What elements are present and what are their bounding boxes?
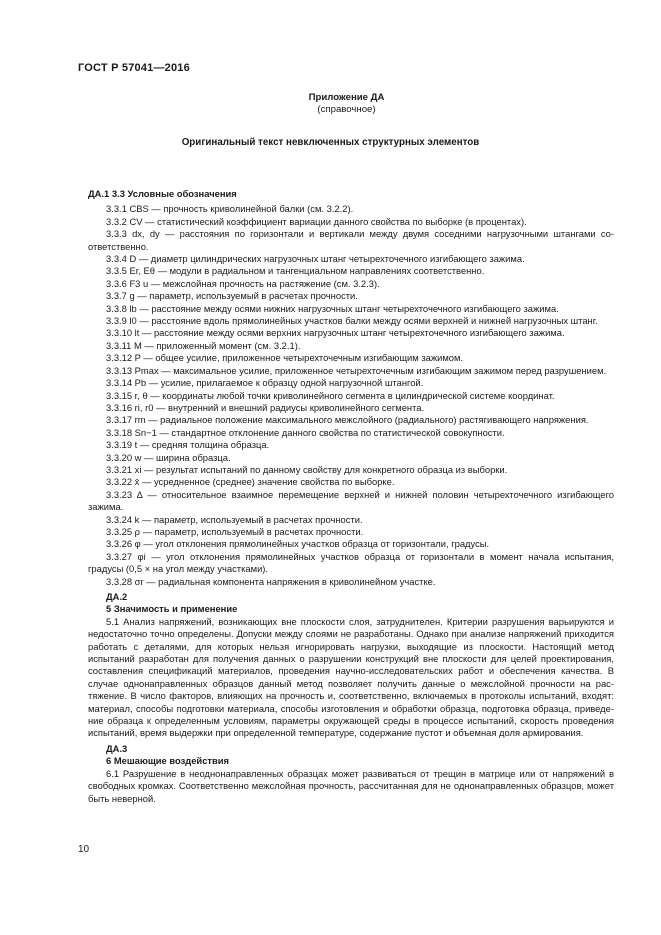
symbol-item: 3.3.24 k — параметр, используемый в расчетах прочности. (106, 513, 363, 525)
symbol-item: 3.3.4 D — диаметр цилиндрических нагрузочных штанг четырехточечного изгибающего зажима. (106, 253, 525, 265)
symbol-item: 3.3.17 rm — радиальное положение максимального межслойного (радиального) растягивающего напряжения. (106, 414, 589, 426)
symbols-list (88, 203, 614, 588)
symbol-item: 3.3.25 ρ — параметр, используемый в расчетах прочности. (106, 525, 364, 537)
section-5-heading: 5 Значимость и применение (106, 603, 238, 615)
symbol-item: 3.3.6 F3 u — межслойная прочность на растяжение (см. 3.2.3). (106, 277, 380, 289)
document-title: Оригинальный текст невключенных структурных элементов (181, 137, 480, 148)
symbol-item: 3.3.7 g — параметр, используемый в расчетах прочности. (106, 290, 358, 302)
section-da2-heading: ДА.2 (106, 591, 128, 602)
symbol-item: 3.3.19 t — средняя толщина образца. (106, 439, 270, 451)
section-6-paragraph: 6.1 Разрушение в неоднонаправленных образцах может развиваться от трещин в матрице или от напряжений в свободных кромках. Соответственно межслойная прочность, рассчитанная для не однонаправленных образцов, может быть неверной. (88, 767, 614, 804)
symbol-item: 3.3.2 CV — статистический коэффициент вариации данного свойства по выборке (в процентах). (106, 215, 527, 227)
symbol-item: 3.3.15 r, θ — координаты любой точки криволинейного сегмента в цилиндрической системе координат. (106, 389, 555, 401)
section-5-paragraph: 5.1 Анализ напряжений, возникающих вне плоскости слоя, затруднителен. Критерии разрушения варьируются и недостаточно точно определены. Допуски между слоями не разработаны. Однако при анализе напряжений приходится работать с деталями, для которых нельзя игнорировать нагрузки, выходящие из плоскости. Настоящий метод испытаний разработан для получения данных о разрушении конструкций вне плоскости для целей проектирования, составления спецификаций материалов, проведения научно-исследовательских работ и обеспечения качества. В случае однонаправленных образцов данный метод позволяет получить данные о межслойной прочности на растяжение. В число факторов, влияющих на прочность и, соответственно, включаемых в протоколы испытаний, входят: материал, способы подготовки материала, способы изготовления и обработки образца, подготовка образца, приведение образца к определенным условиям, параметры окружающей среды в процессе испытаний, скорость проведения испытаний, время выдержки при определенной температуре, содержание пустот и объемная доля армирования. (88, 615, 614, 739)
symbol-item: 3.3.16 ri, r0 — внутренний и внешний радиусы криволинейного сегмента. (106, 401, 425, 413)
section-da1-heading: ДА.1 3.3 Условные обозначения (88, 188, 237, 199)
symbol-item: 3.3.28 σr — радиальная компонента напряжения в криволинейном участке. (106, 575, 436, 587)
symbol-item: 3.3.14 Pb — усилие, прилагаемое к образцу одной нагрузочной штангой. (106, 377, 424, 389)
symbol-item: 3.3.5 Er, Eθ — модули в радиальном и тангенциальном направлениях соответственно. (106, 265, 485, 277)
symbol-item: 3.3.1 CBS — прочность криволинейной балки (см. 3.2.2). (106, 203, 354, 215)
symbol-item: 3.3.12 P — общее усилие, приложенное четырехточечным изгибающим зажимом. (106, 352, 464, 364)
section-da3-heading: ДА.3 (106, 742, 128, 754)
symbol-item: 3.3.8 lb — расстояние между осями нижних нагрузочных штанг четырехточечного изгибающего зажима. (106, 302, 559, 314)
symbol-item: 3.3.26 φ — угол отклонения прямолинейных участков образца от горизонтали, градусы. (106, 538, 490, 550)
main-content (88, 188, 614, 805)
symbol-item: 3.3.18 Sn−1 — стандартное отклонение данного свойства по статистической совокупности. (106, 426, 505, 438)
standard-header: ГОСТ Р 57041—2016 (78, 62, 190, 74)
symbol-item: 3.3.21 xi — результат испытаний по данному свойству для конкретного образца из выборки. (106, 463, 508, 475)
symbol-item: 3.3.3 dx, dy — расстояния по горизонтали и вертикали между двумя соседними нагрузочными штангами соответственно. (88, 228, 614, 252)
symbol-item: 3.3.27 φi — угол отклонения прямолинейных участков образца от горизонтали в момент начала испытания, градусы (0,5 × на угол между участками). (88, 550, 614, 575)
section-6-heading: 6 Мешающие воздействия (106, 755, 230, 767)
symbol-item: 3.3.23 Δ — относительное взаимное перемещение верхней и нижней половин четырехточечного изгибающего зажима. (88, 488, 614, 513)
symbol-item: 3.3.9 l0 — расстояние вдоль прямолинейных участков балки между осями верхней и нижней нагрузочных штанг. (106, 315, 598, 327)
symbol-item: 3.3.10 lt — расстояние между осями верхних нагрузочных штанг четырехточечного изгибающего зажима. (106, 327, 565, 339)
appendix-title: Приложение ДА (308, 92, 385, 103)
symbol-item: 3.3.22 x̄ — усредненное (среднее) значение свойства по выборке. (106, 476, 395, 488)
symbol-item: 3.3.13 Pmax — максимальное усилие, приложенное четырехточечным изгибающим зажимом перед разрушением. (106, 364, 607, 376)
symbol-item: 3.3.20 w — ширина образца. (106, 451, 231, 463)
appendix-subtitle: (справочное) (317, 104, 376, 115)
symbol-item: 3.3.11 M — приложенный момент (см. 3.2.1). (106, 339, 301, 351)
page-number: 10 (78, 844, 90, 855)
